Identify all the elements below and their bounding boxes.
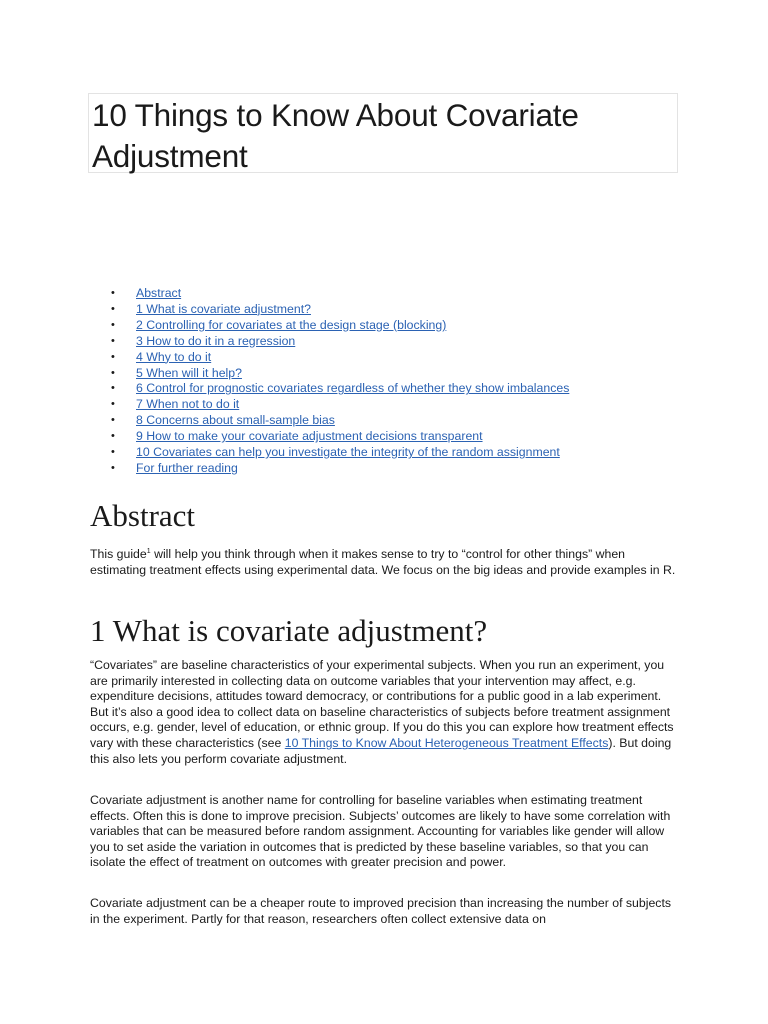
toc-item <box>108 445 569 461</box>
paragraph-text-end: ). But doing this also lets you perform covariate adjustment. <box>90 735 672 766</box>
toc-link[interactable]: For further reading <box>136 460 238 475</box>
paragraph-text: “Covariates” are baseline characteristics of your experimental subjects. When you run an experiment, you are primarily interested in collecting data on outcome variables that your intervention may affect, e.g. expenditure decisions, attitudes toward democracy, or contributions for a public good in a lab experiment. But it’s also a good idea to collect data on baseline characteristics of subjects before treatment assignment occurs, e.g. gender, level of education, or ethnic group. If you do this you can explore how treatment effects vary with these characteristics (see <box>90 658 674 750</box>
toc-link[interactable]: 2 Controlling for covariates at the design stage (blocking) <box>136 317 447 332</box>
toc-item <box>108 397 569 413</box>
bullet-icon: • <box>111 461 115 474</box>
toc-item <box>108 350 569 366</box>
bullet-icon: • <box>111 350 115 363</box>
section-1-paragraph-1 <box>90 658 680 767</box>
bullet-icon: • <box>111 414 115 427</box>
toc-item <box>108 318 569 334</box>
section-1-heading: 1 What is covariate adjustment? <box>90 613 488 648</box>
toc-item <box>108 366 569 382</box>
toc-item <box>108 334 569 350</box>
section-1-paragraph-3: Covariate adjustment can be a cheaper route to improved precision than increasing the number of subjects in the experiment. Partly for that reason, researchers often collect extensive data on <box>90 896 672 926</box>
bullet-icon: • <box>111 302 115 315</box>
toc-link[interactable]: 6 Control for prognostic covariates regardless of whether they show imbalances <box>136 381 570 396</box>
toc-link[interactable]: 4 Why to do it <box>136 349 212 364</box>
footnote-marker[interactable]: 1 <box>146 548 151 555</box>
abstract-text-rest: will help you think through when it makes sense to try to “control for other things” when estimating treatment effects using experimental data. We focus on the big ideas and provide examples in R. <box>90 547 676 577</box>
bullet-icon: • <box>111 318 115 331</box>
toc-item <box>108 413 569 429</box>
toc-link[interactable]: 7 When not to do it <box>136 397 240 412</box>
bullet-icon: • <box>111 366 115 379</box>
toc-item <box>108 429 569 445</box>
toc-link[interactable]: 3 How to do it in a regression <box>136 333 296 348</box>
toc-link[interactable]: 5 When will it help? <box>136 365 242 380</box>
title-box <box>88 93 678 173</box>
abstract-heading: Abstract <box>90 498 196 533</box>
table-of-contents <box>108 286 569 477</box>
toc-item <box>108 286 569 302</box>
toc-link[interactable]: 8 Concerns about small-sample bias <box>136 413 335 428</box>
abstract-paragraph <box>90 544 680 578</box>
heterogeneous-effects-link[interactable]: 10 Things to Know About Heterogeneous Treatment Effects <box>284 735 609 750</box>
toc-item <box>108 302 569 318</box>
bullet-icon: • <box>111 430 115 443</box>
section-1-paragraph-2: Covariate adjustment is another name for controlling for baseline variables when estimating treatment effects. Often this is done to improve precision. Subjects’ outcomes are likely to have some correlation with variables that can be measured before random assignment. Accounting for variables like gender will allow you to set aside the variation in outcomes that is predicted by these baseline variables, so that you can isolate the effect of treatment on outcomes with greater precision and power. <box>90 793 671 870</box>
toc-link[interactable]: 1 What is covariate adjustment? <box>136 301 311 316</box>
toc-item <box>108 381 569 397</box>
toc-link[interactable]: Abstract <box>136 286 182 300</box>
bullet-icon: • <box>111 334 115 347</box>
bullet-icon: • <box>111 446 115 459</box>
page-title: 10 Things to Know About Covariate Adjustment <box>92 97 579 174</box>
abstract-text-start: This guide <box>90 547 147 562</box>
toc-link[interactable]: 10 Covariates can help you investigate the integrity of the random assignment <box>136 445 560 460</box>
toc-link[interactable]: 9 How to make your covariate adjustment decisions transparent <box>136 429 483 444</box>
bullet-icon: • <box>111 287 115 299</box>
toc-item <box>108 461 569 477</box>
bullet-icon: • <box>111 382 115 395</box>
bullet-icon: • <box>111 398 115 411</box>
